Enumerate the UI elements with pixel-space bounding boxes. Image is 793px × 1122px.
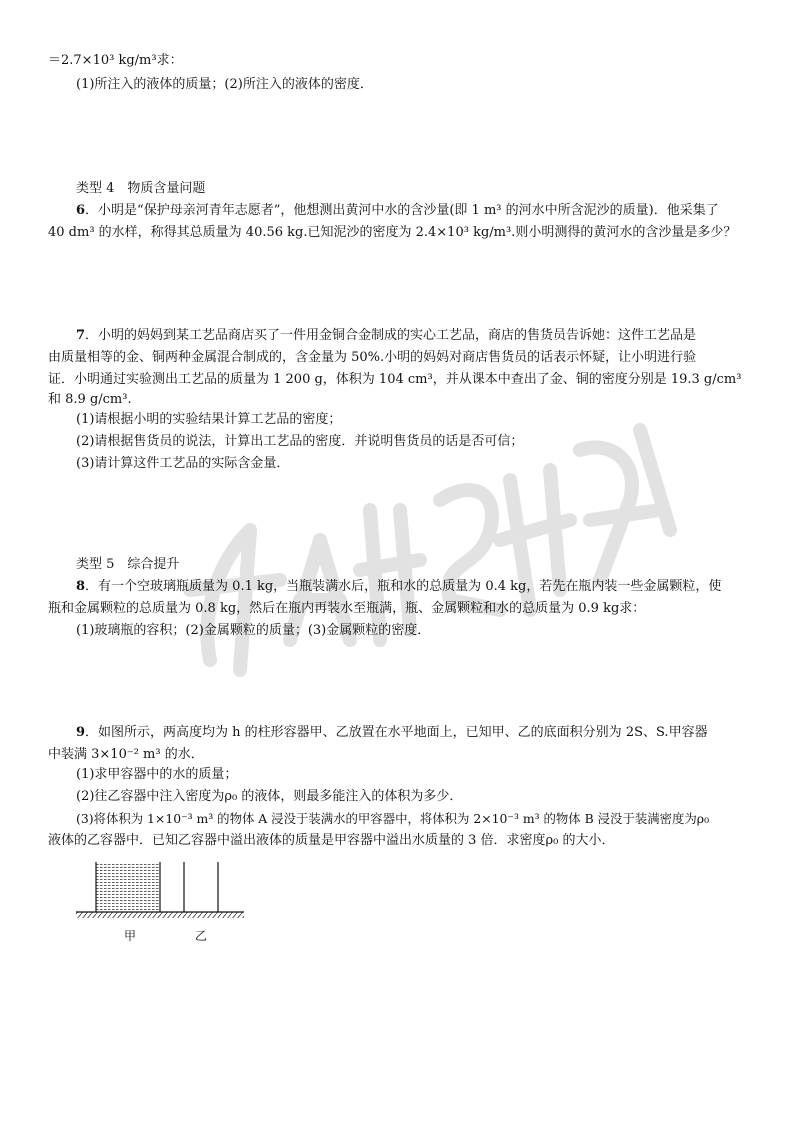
containers-figure <box>76 860 246 950</box>
question-7-line-3: 证．小明通过实验测出工艺品的质量为 1 200 g，体积为 104 cm³，并从课本中查出了金、铜的密度分别是 19.3 g/cm³ <box>48 372 742 387</box>
label-yi: 乙 <box>195 929 208 943</box>
question-7-line-1 <box>76 327 696 345</box>
question-8-number: 8 <box>76 579 86 594</box>
question-8-sub: (1)玻璃瓶的容积；(2)金属颗粒的质量；(3)金属颗粒的密度． <box>76 623 431 638</box>
question-9-sub-3b: 液体的乙容器中．已知乙容器中溢出液体的质量是甲容器中溢出水质量的 3 倍．求密度ρ₀ 的大小． <box>48 833 615 848</box>
question-9-text-1: ．如图所示，两高度均为 h 的柱形容器甲、乙放置在水平地面上，已知甲、乙的底面积分别为 2S、S.甲容器 <box>85 725 708 740</box>
question-6-line-2: 40 dm³ 的水样，称得其总质量为 40.56 kg.已知泥沙的密度为 2.4×10³ kg/m³.则小明测得的黄河水的含沙量是多少？ <box>48 225 737 240</box>
question-9-sub-3: (3)将体积为 1×10⁻³ m³ 的物体 A 浸没于装满水的甲容器中，将体积为 2×10⁻³ m³ 的物体 B 浸没于装满密度为ρ₀ <box>76 811 710 826</box>
question-9-number: 9 <box>76 725 86 740</box>
question-6-text-1: ．小明是“保护母亲河青年志愿者”，他想测出黄河中水的含沙量(即 1 m³ 的河水中所含泥沙的质量)．他采集了 <box>85 203 719 218</box>
question-9-line-1 <box>76 724 708 742</box>
question-8-text-1: ．有一个空玻璃瓶质量为 0.1 kg，当瓶装满水后，瓶和水的总质量为 0.4 kg，若先在瓶内装一些金属颗粒，使 <box>85 579 722 594</box>
label-jia: 甲 <box>124 929 137 943</box>
question-9-sub-2: (2)往乙容器中注入密度为ρ₀ 的液体，则最多能注入的体积为多少． <box>76 789 463 804</box>
question-8-line-1 <box>76 578 721 596</box>
question-9-line-2: 中装满 3×10⁻² m³ 的水． <box>48 747 204 762</box>
question-7-sub-2: (2)请根据售货员的说法，计算出工艺品的密度．并说明售货员的话是否可信； <box>76 434 524 449</box>
ground-hatch <box>76 912 244 918</box>
question-9-sub-1: (1)求甲容器中的水的质量； <box>76 767 238 782</box>
question-8-line-2: 瓶和金属颗粒的总质量为 0.8 kg，然后在瓶内再装水至瓶满，瓶、金属颗粒和水的总质量为 0.9 kg求： <box>48 601 646 616</box>
question-7-line-4: 和 8.9 g/cm³. <box>48 392 132 407</box>
question-7-text-1: ．小明的妈妈到某工艺品商店买了一件用金铜合金制成的实心工艺品，商店的售货员告诉她：这件工艺品是 <box>85 328 697 343</box>
section-heading-type5: 类型 5 综合提升 <box>76 557 180 572</box>
intro-line-2: (1)所注入的液体的质量；(2)所注入的液体的密度． <box>76 77 373 92</box>
question-6-number: 6 <box>76 203 86 218</box>
question-7-sub-3: (3)请计算这件工艺品的实际含金量． <box>76 456 290 471</box>
intro-line-1: ＝2.7×10³ kg/m³求： <box>48 53 183 68</box>
question-6-line-1 <box>76 202 719 220</box>
container-jia-water <box>96 864 160 912</box>
question-7-sub-1: (1)请根据小明的实验结果计算工艺品的密度； <box>76 412 342 427</box>
question-7-line-2: 由质量相等的金、铜两种金属混合制成的，含金量为 50%.小明的妈妈对商店售货员的话表示怀疑，让小明进行验 <box>48 350 697 365</box>
question-7-number: 7 <box>76 328 86 343</box>
section-heading-type4: 类型 4 物质含量问题 <box>76 181 206 196</box>
